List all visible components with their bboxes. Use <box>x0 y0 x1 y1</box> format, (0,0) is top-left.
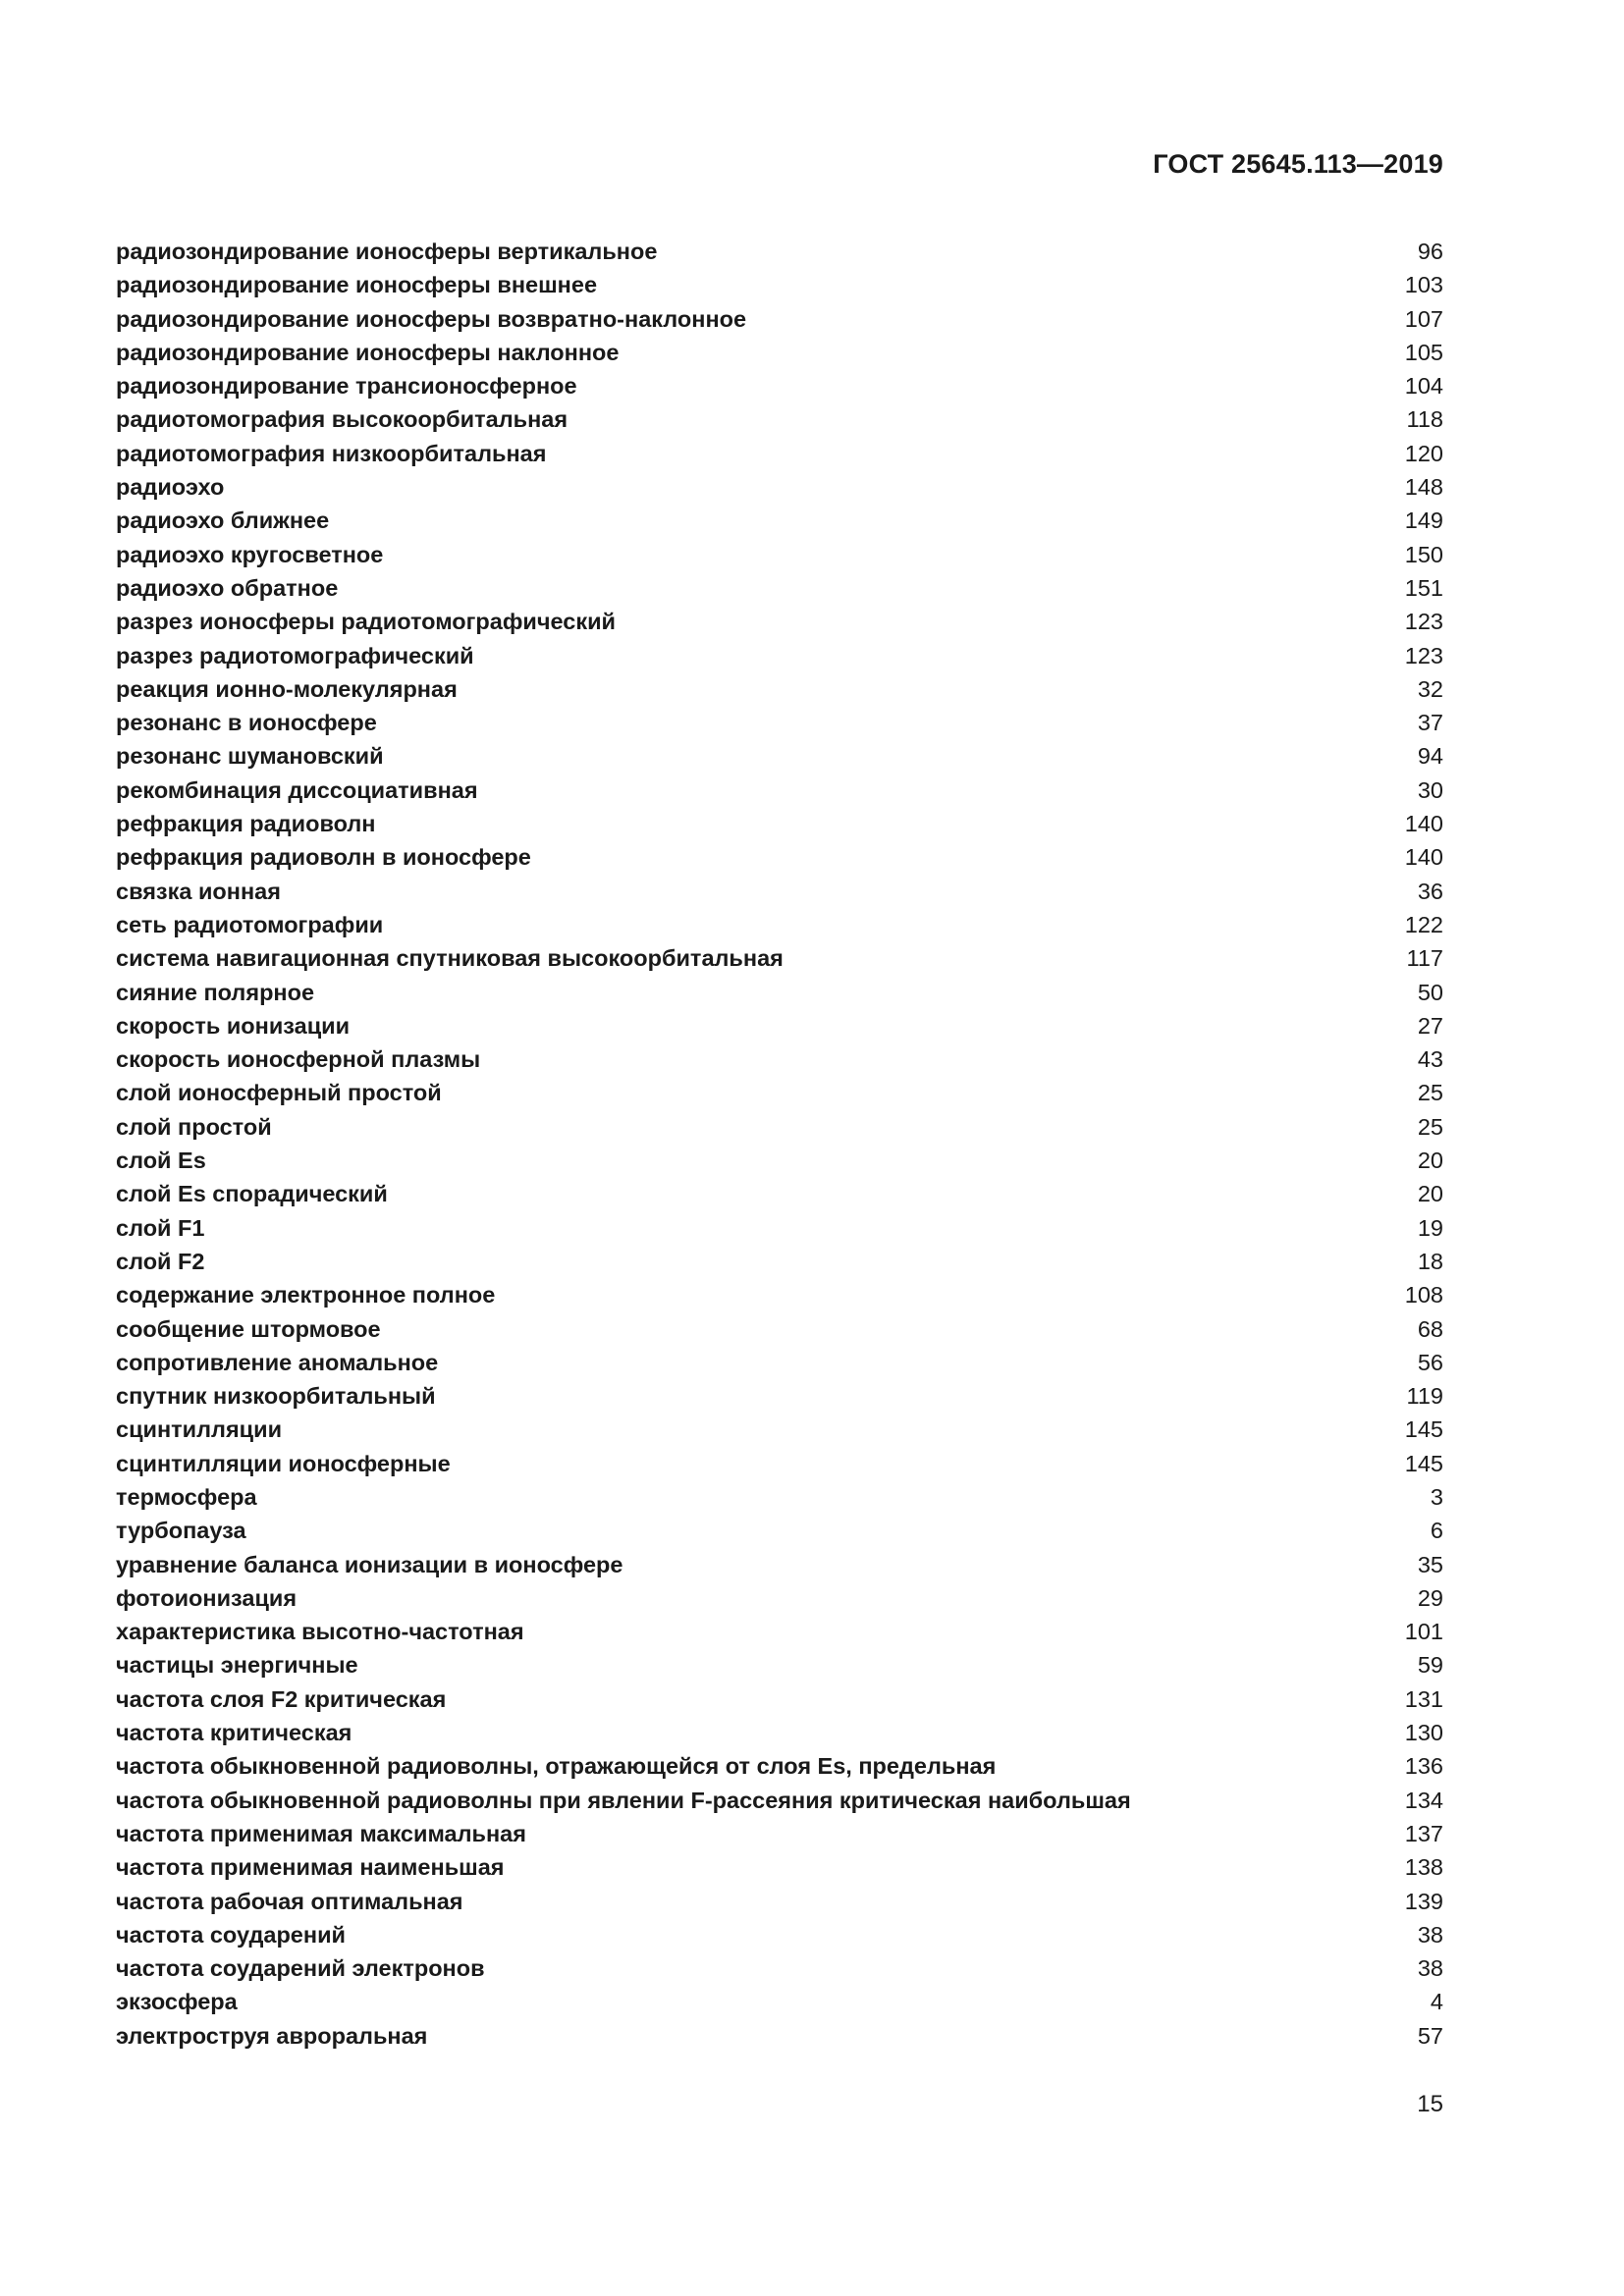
index-page-reference: 119 <box>1406 1383 1443 1410</box>
index-page-reference: 57 <box>1417 2022 1443 2049</box>
index-page-reference: 68 <box>1417 1315 1443 1342</box>
index-entry <box>116 369 1443 402</box>
index-term: разрез ионосферы радиотомографический <box>116 609 616 635</box>
index-entry <box>116 774 1443 807</box>
index-page-reference: 145 <box>1404 1450 1443 1476</box>
index-page-reference: 3 <box>1430 1483 1443 1510</box>
index-entry <box>116 1817 1443 1850</box>
index-term: уравнение баланса ионизации в ионосфере <box>116 1551 623 1577</box>
index-term: частота соударений <box>116 1921 346 1948</box>
index-term: скорость ионизации <box>116 1012 351 1039</box>
index-page-reference: 20 <box>1417 1148 1443 1174</box>
index-page-reference: 96 <box>1417 239 1443 264</box>
index-entry <box>116 1985 1443 2018</box>
index-term: радиотомография высокоорбитальная <box>116 406 568 433</box>
index-entry <box>116 1716 1443 1749</box>
index-entry <box>116 538 1443 571</box>
index-entry <box>116 1784 1443 1817</box>
index-term: слой ионосферный простой <box>116 1080 442 1106</box>
index-entry <box>116 1682 1443 1716</box>
index-page-reference: 43 <box>1417 1046 1443 1073</box>
index-term: экзосфера <box>116 1989 238 2015</box>
index-page-reference: 27 <box>1417 1012 1443 1039</box>
index-entry <box>116 976 1443 1009</box>
index-entry <box>116 1548 1443 1581</box>
index-term: частота обыкновенной радиоволны при явлении F-рассеяния критическая наибольшая <box>116 1787 1131 1813</box>
index-entry <box>116 1581 1443 1615</box>
index-entry <box>116 1447 1443 1480</box>
index-term: содержание электронное полное <box>116 1282 496 1308</box>
index-entry <box>116 1110 1443 1144</box>
index-page-reference: 25 <box>1417 1113 1443 1140</box>
index-term: слой Es спорадический <box>116 1181 388 1207</box>
index-entry <box>116 1144 1443 1177</box>
index-page-reference: 101 <box>1404 1619 1443 1645</box>
index-term: резонанс шумановский <box>116 743 384 770</box>
index-term: радиозондирование трансионосферное <box>116 373 577 400</box>
index-term: радиозондирование ионосферы вертикальное <box>116 239 658 264</box>
index-entry <box>116 706 1443 739</box>
index-entry <box>116 1850 1443 1884</box>
index-entry <box>116 840 1443 874</box>
index-term: сопротивление аномальное <box>116 1349 439 1375</box>
index-term: спутник низкоорбитальный <box>116 1383 436 1410</box>
index-page-reference: 150 <box>1404 541 1443 567</box>
index-page-reference: 117 <box>1406 945 1443 972</box>
index-page-reference: 32 <box>1417 675 1443 702</box>
index-term: слой F1 <box>116 1214 205 1241</box>
index-entry <box>116 1480 1443 1514</box>
index-entry <box>116 268 1443 301</box>
index-page-reference: 30 <box>1417 776 1443 803</box>
index-page-reference: 148 <box>1404 474 1443 501</box>
index-term: слой F2 <box>116 1248 205 1274</box>
index-term: характеристика высотно-частотная <box>116 1619 524 1645</box>
index-entry <box>116 1009 1443 1042</box>
index-entry <box>116 1885 1443 1918</box>
index-term: частота соударений электронов <box>116 1955 485 1982</box>
index-term: сцинтилляции <box>116 1416 283 1443</box>
alphabetical-index-list <box>116 235 1443 2053</box>
index-entry <box>116 639 1443 672</box>
index-entry <box>116 1177 1443 1210</box>
index-term: частота применимая наименьшая <box>116 1854 505 1881</box>
index-page-reference: 134 <box>1404 1787 1443 1813</box>
index-entry <box>116 807 1443 840</box>
index-term: связка ионная <box>116 878 281 904</box>
index-entry <box>116 1413 1443 1446</box>
index-page-reference: 139 <box>1404 1888 1443 1914</box>
index-entry <box>116 1379 1443 1413</box>
index-entry <box>116 1346 1443 1379</box>
index-term: радиозондирование ионосферы возвратно-наклонное <box>116 305 747 332</box>
index-entry <box>116 739 1443 773</box>
index-entry <box>116 1514 1443 1547</box>
index-page-reference: 56 <box>1417 1349 1443 1375</box>
index-page-reference: 4 <box>1430 1989 1443 2015</box>
index-term: радиоэхо обратное <box>116 574 339 601</box>
index-page-reference: 36 <box>1417 878 1443 904</box>
index-term: рекомбинация диссоциативная <box>116 776 478 803</box>
index-page-reference: 151 <box>1404 574 1443 601</box>
index-entry <box>116 1076 1443 1109</box>
index-page-reference: 20 <box>1417 1181 1443 1207</box>
index-entry <box>116 2019 1443 2053</box>
index-entry <box>116 571 1443 605</box>
index-entry <box>116 1749 1443 1783</box>
index-page-reference: 140 <box>1404 844 1443 871</box>
index-term: частота слоя F2 критическая <box>116 1685 447 1712</box>
index-page-reference: 131 <box>1404 1685 1443 1712</box>
index-term: сеть радиотомографии <box>116 911 384 937</box>
index-term: слой Es <box>116 1148 206 1174</box>
index-page-reference: 29 <box>1417 1584 1443 1611</box>
index-entry <box>116 235 1443 268</box>
index-page-reference: 38 <box>1417 1921 1443 1948</box>
index-entry <box>116 941 1443 975</box>
index-page-reference: 38 <box>1417 1955 1443 1982</box>
index-page-reference: 138 <box>1404 1854 1443 1881</box>
index-entry <box>116 1648 1443 1682</box>
index-page-reference: 130 <box>1404 1720 1443 1746</box>
index-entry <box>116 1918 1443 1951</box>
index-term: турбопауза <box>116 1518 246 1544</box>
index-term: частота критическая <box>116 1720 352 1746</box>
index-page-reference: 120 <box>1404 440 1443 466</box>
index-entry <box>116 336 1443 369</box>
index-page-reference: 145 <box>1404 1416 1443 1443</box>
index-term: рефракция радиоволн <box>116 811 376 837</box>
index-entry <box>116 1211 1443 1245</box>
index-entry <box>116 1278 1443 1311</box>
index-entry <box>116 437 1443 470</box>
index-page-reference: 123 <box>1404 609 1443 635</box>
index-term: электроструя авроральная <box>116 2022 428 2049</box>
index-term: сияние полярное <box>116 979 315 1005</box>
index-page-reference: 94 <box>1417 743 1443 770</box>
index-term: сообщение штормовое <box>116 1315 381 1342</box>
index-term: рефракция радиоволн в ионосфере <box>116 844 531 871</box>
index-page-reference: 25 <box>1417 1080 1443 1106</box>
index-term: слой простой <box>116 1113 272 1140</box>
index-page-reference: 104 <box>1404 373 1443 400</box>
index-entry <box>116 875 1443 908</box>
index-term: фотоионизация <box>116 1584 298 1611</box>
index-page-reference: 37 <box>1417 710 1443 736</box>
index-page-reference: 50 <box>1417 979 1443 1005</box>
index-page-reference: 18 <box>1417 1248 1443 1274</box>
index-page-reference: 59 <box>1417 1652 1443 1679</box>
index-entry <box>116 402 1443 436</box>
page-number: 15 <box>1417 2091 1443 2117</box>
index-page-reference: 107 <box>1404 305 1443 332</box>
index-page-reference: 19 <box>1417 1214 1443 1241</box>
index-entry <box>116 908 1443 941</box>
index-entry <box>116 302 1443 336</box>
index-page-reference: 140 <box>1404 811 1443 837</box>
index-term: радиозондирование ионосферы внешнее <box>116 272 598 298</box>
index-page-reference: 103 <box>1404 272 1443 298</box>
index-term: радиозондирование ионосферы наклонное <box>116 339 620 365</box>
index-entry <box>116 1042 1443 1076</box>
index-entry <box>116 1312 1443 1346</box>
index-entry <box>116 1951 1443 1985</box>
index-term: сцинтилляции ионосферные <box>116 1450 451 1476</box>
index-page-reference: 122 <box>1404 911 1443 937</box>
index-term: реакция ионно-молекулярная <box>116 675 458 702</box>
index-page-reference: 118 <box>1406 406 1443 433</box>
index-term: термосфера <box>116 1483 257 1510</box>
index-entry <box>116 605 1443 638</box>
index-term: частота обыкновенной радиоволны, отражающейся от слоя Es, предельная <box>116 1753 997 1780</box>
index-page-reference: 108 <box>1404 1282 1443 1308</box>
index-term: радиоэхо кругосветное <box>116 541 384 567</box>
index-term: разрез радиотомографический <box>116 642 474 668</box>
index-term: система навигационная спутниковая высокоорбитальная <box>116 945 784 972</box>
document-code-header: ГОСТ 25645.113—2019 <box>1153 149 1443 179</box>
index-page-reference: 105 <box>1404 339 1443 365</box>
index-page-reference: 123 <box>1404 642 1443 668</box>
index-entry <box>116 504 1443 537</box>
index-term: радиоэхо ближнее <box>116 507 330 534</box>
index-page-reference: 149 <box>1404 507 1443 534</box>
index-term: радиотомография низкоорбитальная <box>116 440 547 466</box>
index-entry <box>116 470 1443 504</box>
index-page-reference: 35 <box>1417 1551 1443 1577</box>
index-entry <box>116 672 1443 706</box>
index-term: радиоэхо <box>116 474 225 501</box>
index-page-reference: 136 <box>1404 1753 1443 1780</box>
index-term: резонанс в ионосфере <box>116 710 377 736</box>
index-term: скорость ионосферной плазмы <box>116 1046 481 1073</box>
index-term: частицы энергичные <box>116 1652 358 1679</box>
index-entry <box>116 1245 1443 1278</box>
index-term: частота применимая максимальная <box>116 1820 526 1846</box>
index-term: частота рабочая оптимальная <box>116 1888 463 1914</box>
index-entry <box>116 1615 1443 1648</box>
index-page-reference: 6 <box>1430 1518 1443 1544</box>
index-page-reference: 137 <box>1404 1820 1443 1846</box>
